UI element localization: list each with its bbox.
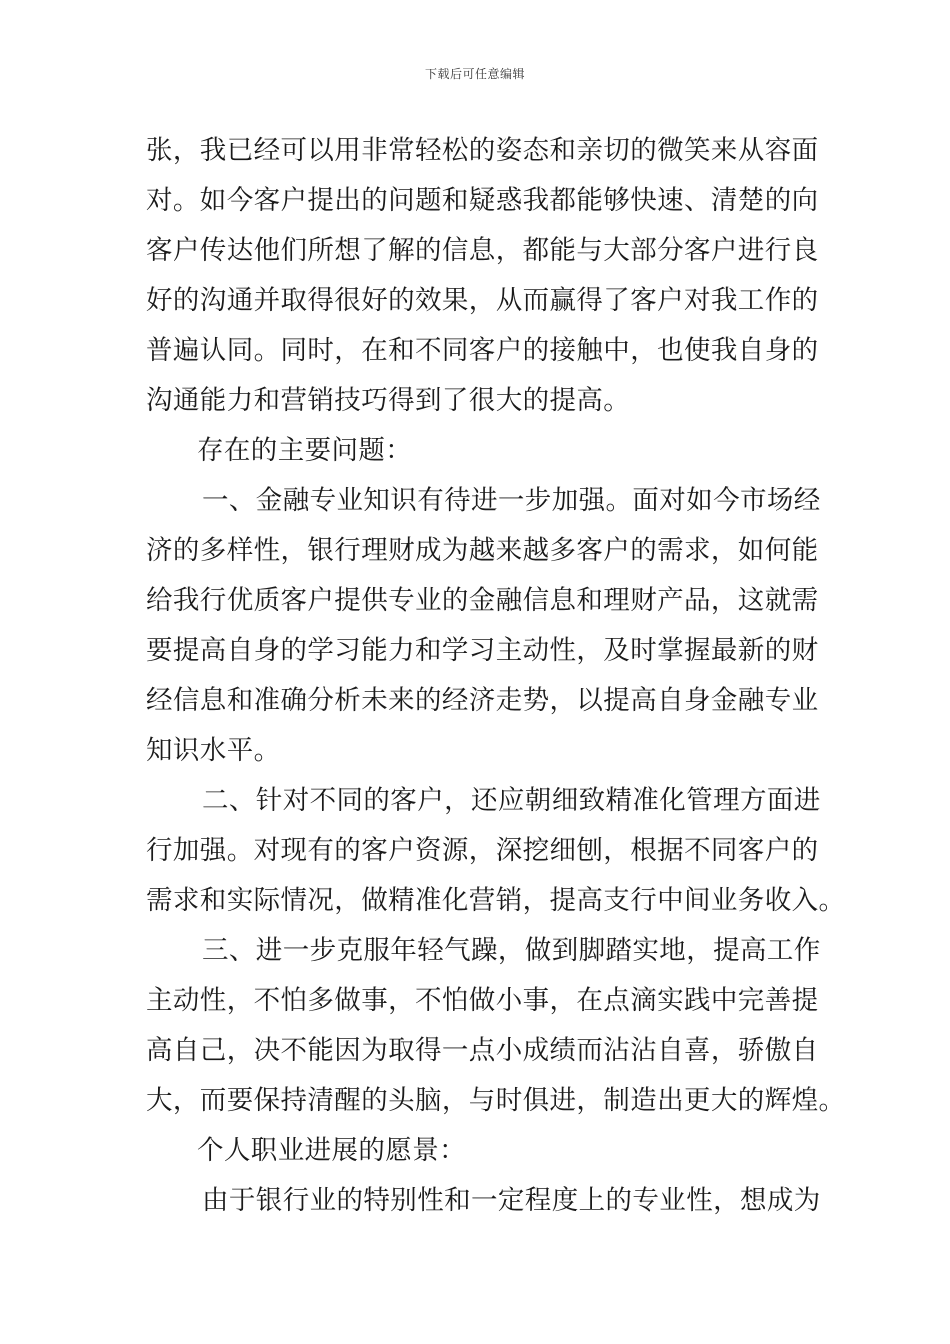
text-line: 客户传达他们所想了解的信息，都能与大部分客户进行良 <box>146 235 819 266</box>
text-line: 张，我已经可以用非常轻松的姿态和亲切的微笑来从容面 <box>146 135 819 166</box>
paragraph-start: 由于银行业的特别性和一定程度上的专业性，想成为 <box>202 1185 821 1216</box>
section-heading-vision: 个人职业进展的愿景： <box>197 1135 466 1166</box>
text-line: 知识水平。 <box>146 735 281 766</box>
text-line: 沟通能力和营销技巧得到了很大的提高。 <box>146 385 631 416</box>
text-line: 行加强。对现有的客户资源，深挖细刨，根据不同客户的 <box>146 835 819 866</box>
text-line: 大，而要保持清醒的头脑，与时俱进，制造出更大的辉煌。 <box>146 1085 846 1116</box>
paragraph-start: 三、进一步克服年轻气躁，做到脚踏实地，提高工作 <box>202 935 821 966</box>
text-line: 经信息和准确分析未来的经济走势，以提高自身金融专业 <box>146 685 819 716</box>
document-body <box>146 126 846 1226</box>
text-line: 需求和实际情况，做精准化营销，提高支行中间业务收入。 <box>146 885 846 916</box>
paragraph-start: 二、针对不同的客户，还应朝细致精准化管理方面进 <box>202 785 821 816</box>
text-line: 给我行优质客户提供专业的金融信息和理财产品，这就需 <box>146 585 819 616</box>
text-line: 济的多样性，银行理财成为越来越多客户的需求，如何能 <box>146 535 819 566</box>
page-header: 下载后可任意编辑 <box>424 67 525 81</box>
paragraph-start: 一、金融专业知识有待进一步加强。面对如今市场经 <box>202 485 821 516</box>
text-line: 高自己，决不能因为取得一点小成绩而沾沾自喜，骄傲自 <box>146 1035 819 1066</box>
text-line: 要提高自身的学习能力和学习主动性，及时掌握最新的财 <box>146 635 819 666</box>
text-line: 好的沟通并取得很好的效果，从而赢得了客户对我工作的 <box>146 285 819 316</box>
text-line: 主动性，不怕多做事，不怕做小事，在点滴实践中完善提 <box>146 985 819 1016</box>
text-line: 普遍认同。同时，在和不同客户的接触中，也使我自身的 <box>146 335 819 366</box>
text-line: 对。如今客户提出的问题和疑惑我都能够快速、清楚的向 <box>146 185 819 216</box>
section-heading-problems: 存在的主要问题： <box>197 435 413 466</box>
